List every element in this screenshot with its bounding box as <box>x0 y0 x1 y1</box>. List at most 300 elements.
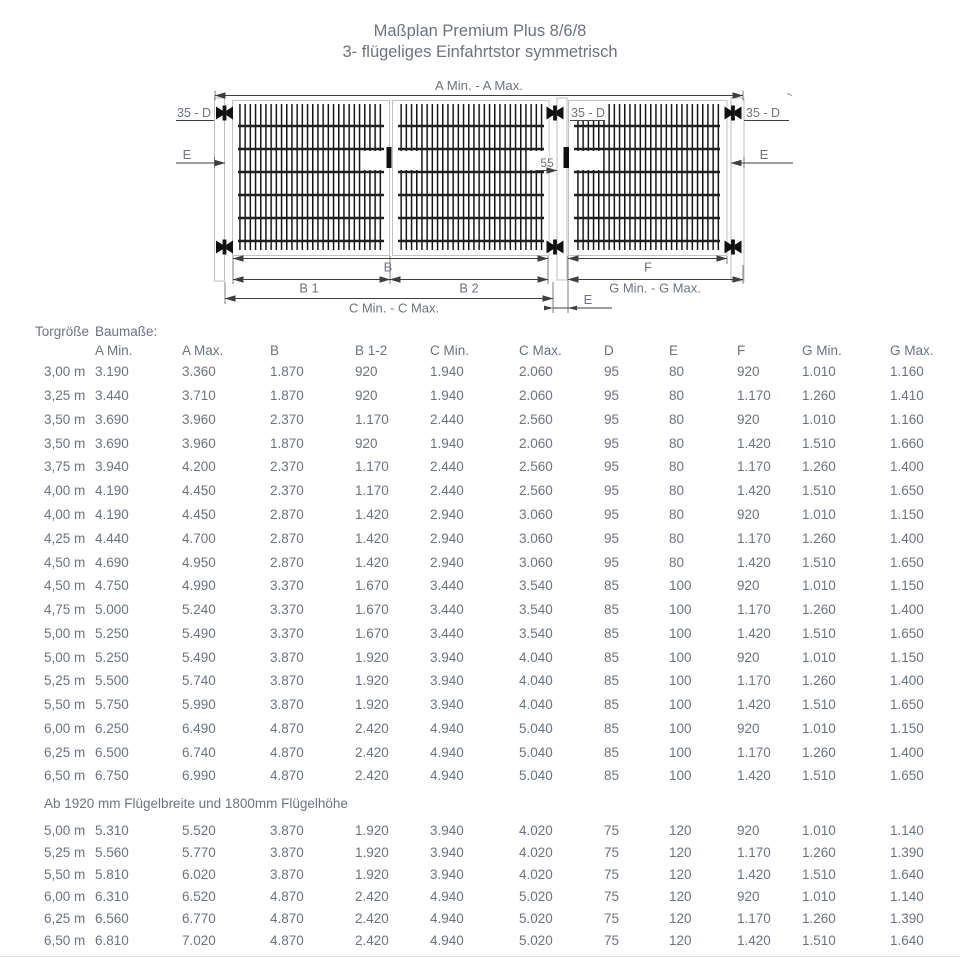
table-body <box>35 360 960 952</box>
cell: 3.940 <box>430 673 464 689</box>
cell: 95 <box>604 483 620 499</box>
cell: 6,00 m <box>44 889 86 905</box>
cell: 2.940 <box>430 554 464 570</box>
table-row <box>35 820 960 842</box>
cell: 4.020 <box>519 823 553 839</box>
cell: 1.920 <box>355 845 389 861</box>
cell: 1.670 <box>355 625 389 641</box>
cell: 1.140 <box>890 823 924 839</box>
dim-label-a: A Min. - A Max. <box>435 78 523 93</box>
cell: 3.190 <box>95 364 129 380</box>
size-table <box>0 322 960 952</box>
cell: 4.870 <box>270 889 304 905</box>
cell: 4.950 <box>182 554 216 570</box>
cell: 3.710 <box>182 388 216 404</box>
column-header: E <box>669 342 679 358</box>
cell: 5,25 m <box>44 845 86 861</box>
cell: 2.420 <box>355 768 389 784</box>
cell: 3.690 <box>95 411 129 427</box>
cell: 3.370 <box>270 578 304 594</box>
cell: 1.010 <box>802 649 836 665</box>
cell: 5.310 <box>95 823 129 839</box>
table-group-header <box>35 322 960 340</box>
cell: 100 <box>669 744 692 760</box>
cell: 3.940 <box>95 459 129 475</box>
cell: 1.170 <box>737 602 771 618</box>
dim-label-f: F <box>644 259 652 275</box>
cell: 4.940 <box>430 768 464 784</box>
gate-diagram <box>0 0 960 330</box>
cell: 120 <box>669 845 692 861</box>
cell: 1.010 <box>802 720 836 736</box>
cell: 3.060 <box>519 506 553 522</box>
cell: 3.940 <box>430 867 464 883</box>
column-header: A Max. <box>182 342 224 358</box>
cell: 1.920 <box>355 649 389 665</box>
table-row <box>35 621 960 645</box>
section-note: Ab 1920 mm Flügelbreite und 1800mm Flügelhöhe <box>44 795 348 811</box>
cell: 1.510 <box>802 867 836 883</box>
cell: 4.020 <box>519 845 553 861</box>
cell: 5,00 m <box>44 625 86 641</box>
cell: 1.260 <box>802 459 836 475</box>
cell: 1.010 <box>802 889 836 905</box>
cell: 1.260 <box>802 744 836 760</box>
cell: 4.990 <box>182 578 216 594</box>
cell: 2.370 <box>270 483 304 499</box>
column-header: C Max. <box>519 342 562 358</box>
cell: 1.400 <box>890 530 924 546</box>
cell: 5.020 <box>519 911 553 927</box>
dim-label-e-bottom: E <box>583 292 593 307</box>
cell: 4.940 <box>430 911 464 927</box>
cell: 5.990 <box>182 697 216 713</box>
table-row <box>35 598 960 622</box>
cell: 85 <box>604 768 620 784</box>
cell: 95 <box>604 530 620 546</box>
cell: 3.540 <box>519 602 553 618</box>
table-row <box>35 669 960 693</box>
cell: 100 <box>669 720 692 736</box>
cell: 2.370 <box>270 459 304 475</box>
column-header: B <box>270 342 280 358</box>
cell: 6.750 <box>95 768 129 784</box>
cell: 100 <box>669 673 692 689</box>
cell: 920 <box>737 578 760 594</box>
cell: 3.870 <box>270 649 304 665</box>
cell: 80 <box>669 483 685 499</box>
cell: 3.440 <box>430 602 464 618</box>
cell: 920 <box>737 364 760 380</box>
cell: 2.060 <box>519 388 553 404</box>
cell: 2.440 <box>430 459 464 475</box>
cell: 5.020 <box>519 933 553 949</box>
cell: 3,50 m <box>44 435 86 451</box>
cell: 85 <box>604 649 620 665</box>
cell: 1.170 <box>355 411 389 427</box>
cell: 1.010 <box>802 506 836 522</box>
dim-label-35d-left: 35 - D <box>177 106 212 120</box>
cell: 5.500 <box>95 673 129 689</box>
cell: 80 <box>669 506 685 522</box>
cell: 75 <box>604 889 620 905</box>
cell: 1.170 <box>737 459 771 475</box>
cell: 4.040 <box>519 649 553 665</box>
cell: 4.870 <box>270 744 304 760</box>
cell: 85 <box>604 744 620 760</box>
group-label: Baumaße: <box>95 323 158 339</box>
cell: 1.010 <box>802 364 836 380</box>
cell: 1.510 <box>802 435 836 451</box>
cell: 85 <box>604 578 620 594</box>
cell: 1.940 <box>430 388 464 404</box>
cell: 4.870 <box>270 911 304 927</box>
cell: 2.870 <box>270 530 304 546</box>
cell: 95 <box>604 364 620 380</box>
cell: 120 <box>669 823 692 839</box>
lock-bar-middle <box>387 147 392 168</box>
cell: 1.670 <box>355 578 389 594</box>
cell: 2.060 <box>519 435 553 451</box>
cell: 1.160 <box>890 364 924 380</box>
cell: 2.940 <box>430 530 464 546</box>
cell: 1.420 <box>737 625 771 641</box>
cell: 3,50 m <box>44 411 86 427</box>
cell: 1.650 <box>890 625 924 641</box>
cell: 80 <box>669 388 685 404</box>
table-row <box>35 384 960 408</box>
cell: 4.700 <box>182 530 216 546</box>
cell: 5.560 <box>95 845 129 861</box>
cell: 2.440 <box>430 483 464 499</box>
cell: 1.940 <box>430 364 464 380</box>
cell: 4.750 <box>95 578 129 594</box>
arrow <box>544 306 553 311</box>
cell: 1.010 <box>802 578 836 594</box>
cell: 4,50 m <box>44 578 86 594</box>
title-line2: 3- flügeliges Einfahrtstor symmetrisch <box>342 43 618 61</box>
cell: 6,50 m <box>44 933 86 949</box>
cell: 1.010 <box>802 823 836 839</box>
cell: 5.750 <box>95 697 129 713</box>
cell: 1.400 <box>890 673 924 689</box>
cell: 1.640 <box>890 867 924 883</box>
dim-label-g: G Min. - G Max. <box>609 280 701 296</box>
table-row <box>35 360 960 384</box>
cell: 95 <box>604 411 620 427</box>
cell: 1.510 <box>802 554 836 570</box>
cell: 1.420 <box>737 867 771 883</box>
cell: 1.420 <box>737 768 771 784</box>
cell: 4.190 <box>95 483 129 499</box>
cell: 4,25 m <box>44 530 86 546</box>
post-middle <box>557 98 567 280</box>
dim-label-35d-mid: 35 - D <box>571 106 606 120</box>
cell: 5.000 <box>95 602 129 618</box>
cell: 1.260 <box>802 530 836 546</box>
cell: 1.160 <box>890 411 924 427</box>
cell: 80 <box>669 411 685 427</box>
cell: 4.690 <box>95 554 129 570</box>
cell: 3.940 <box>430 697 464 713</box>
cell: 100 <box>669 625 692 641</box>
cell: 5.250 <box>95 649 129 665</box>
cell: 920 <box>355 435 378 451</box>
stray-mark <box>787 94 792 96</box>
cell: 1.150 <box>890 649 924 665</box>
cell: 75 <box>604 823 620 839</box>
cell: 1.420 <box>737 483 771 499</box>
cell: 1.510 <box>802 697 836 713</box>
cell: 4.940 <box>430 720 464 736</box>
cell: 85 <box>604 602 620 618</box>
cell: 920 <box>737 889 760 905</box>
cell: 5.040 <box>519 768 553 784</box>
cell: 2.870 <box>270 554 304 570</box>
cell: 2.560 <box>519 411 553 427</box>
cell: 5,00 m <box>44 649 86 665</box>
dim-label-55: 55 <box>540 156 554 170</box>
cell: 1.420 <box>737 435 771 451</box>
cell: 1.870 <box>270 388 304 404</box>
cell: 95 <box>604 459 620 475</box>
cell: 6.020 <box>182 867 216 883</box>
gate-leaf-2 <box>393 101 550 256</box>
cell: 3.540 <box>519 625 553 641</box>
cell: 3.870 <box>270 823 304 839</box>
cell: 1.170 <box>355 459 389 475</box>
table-row <box>35 645 960 669</box>
cell: 95 <box>604 554 620 570</box>
cell: 920 <box>737 506 760 522</box>
table-row <box>35 693 960 717</box>
gate-leaf-1 <box>233 101 390 256</box>
cell: 3.870 <box>270 845 304 861</box>
cell: 1.920 <box>355 697 389 713</box>
dim-label-e-right: E <box>759 147 769 162</box>
cell: 120 <box>669 889 692 905</box>
cell: 5.520 <box>182 823 216 839</box>
cell: 1.650 <box>890 697 924 713</box>
gate-leaf-3 <box>569 101 728 256</box>
cell: 920 <box>737 823 760 839</box>
cell: 80 <box>669 435 685 451</box>
cell: 4.440 <box>95 530 129 546</box>
cell: 1.390 <box>890 845 924 861</box>
dim-label-b1: B 1 <box>299 280 319 296</box>
bottom-divider <box>0 956 960 957</box>
table-row <box>35 503 960 527</box>
cell: 3.940 <box>430 845 464 861</box>
cell: 920 <box>737 720 760 736</box>
cell: 3.370 <box>270 602 304 618</box>
cell: 1.390 <box>890 911 924 927</box>
cell: 1.920 <box>355 673 389 689</box>
cell: 5.490 <box>182 649 216 665</box>
table-row <box>35 479 960 503</box>
cell: 4.870 <box>270 933 304 949</box>
cell: 5,50 m <box>44 867 86 883</box>
cell: 7.020 <box>182 933 216 949</box>
cell: 4.450 <box>182 506 216 522</box>
dim-label-c: C Min. - C Max. <box>348 300 440 316</box>
cell: 1.420 <box>355 530 389 546</box>
cell: 2.870 <box>270 506 304 522</box>
cell: 4,50 m <box>44 554 86 570</box>
cell: 920 <box>355 388 378 404</box>
cell: 1.420 <box>737 933 771 949</box>
cell: 4,75 m <box>44 602 86 618</box>
cell: 85 <box>604 625 620 641</box>
cell: 1.420 <box>355 554 389 570</box>
dim-label-35d-right: 35 - D <box>746 106 781 120</box>
table-row <box>35 574 960 598</box>
cell: 5.490 <box>182 625 216 641</box>
cell: 2.370 <box>270 411 304 427</box>
table-row <box>35 716 960 740</box>
cell: 1.260 <box>802 673 836 689</box>
cell: 75 <box>604 933 620 949</box>
cell: 1.400 <box>890 744 924 760</box>
column-header: G Min. <box>802 342 842 358</box>
cell: 6.770 <box>182 911 216 927</box>
cell: 3.940 <box>430 823 464 839</box>
cell: 3.440 <box>430 578 464 594</box>
cell: 3.960 <box>182 435 216 451</box>
cell: 4.040 <box>519 673 553 689</box>
table-row <box>35 526 960 550</box>
cell: 1.170 <box>737 911 771 927</box>
cell: 3.960 <box>182 411 216 427</box>
cell: 920 <box>355 364 378 380</box>
cell: 1.170 <box>737 673 771 689</box>
cell: 1.420 <box>737 554 771 570</box>
cell: 3.690 <box>95 435 129 451</box>
cell: 1.640 <box>890 933 924 949</box>
cell: 3.440 <box>430 625 464 641</box>
cell: 4.450 <box>182 483 216 499</box>
cell: 6.500 <box>95 744 129 760</box>
cell: 1.420 <box>355 506 389 522</box>
cell: 80 <box>669 364 685 380</box>
table-row <box>35 842 960 864</box>
cell: 2.420 <box>355 911 389 927</box>
cell: 5.810 <box>95 867 129 883</box>
cell: 75 <box>604 845 620 861</box>
table-row <box>35 740 960 764</box>
cell: 5.040 <box>519 744 553 760</box>
table-row <box>35 431 960 455</box>
cell: 1.400 <box>890 602 924 618</box>
cell: 2.420 <box>355 720 389 736</box>
cell: 1.650 <box>890 768 924 784</box>
cell: 1.260 <box>802 911 836 927</box>
column-header: D <box>604 342 614 358</box>
cell: 120 <box>669 933 692 949</box>
column-header: F <box>737 342 746 358</box>
cell: 2.420 <box>355 744 389 760</box>
cell: 6.520 <box>182 889 216 905</box>
cell: 3.870 <box>270 867 304 883</box>
cell: 100 <box>669 578 692 594</box>
dim-label-b2: B 2 <box>459 280 479 296</box>
cell: 1.870 <box>270 364 304 380</box>
corner-label: Torgröße <box>35 323 90 339</box>
cell: 3.870 <box>270 697 304 713</box>
cell: 2.060 <box>519 364 553 380</box>
cell: 6.310 <box>95 889 129 905</box>
cell: 6,50 m <box>44 768 86 784</box>
cell: 4.870 <box>270 720 304 736</box>
cell: 80 <box>669 530 685 546</box>
cell: 4.020 <box>519 867 553 883</box>
cell: 6.810 <box>95 933 129 949</box>
cell: 3.360 <box>182 364 216 380</box>
cell: 80 <box>669 554 685 570</box>
table-header-row <box>35 340 960 360</box>
cell: 6,25 m <box>44 744 86 760</box>
cell: 1.870 <box>270 435 304 451</box>
cell: 1.510 <box>802 933 836 949</box>
cell: 2.560 <box>519 459 553 475</box>
cell: 1.170 <box>737 744 771 760</box>
cell: 4,00 m <box>44 506 86 522</box>
table-row <box>35 455 960 479</box>
title-line1: Maßplan Premium Plus 8/6/8 <box>373 22 587 40</box>
cell: 5,50 m <box>44 697 86 713</box>
cell: 5.020 <box>519 889 553 905</box>
cell: 1.170 <box>737 530 771 546</box>
cell: 3,00 m <box>44 364 86 380</box>
table-row <box>35 550 960 574</box>
cell: 6.490 <box>182 720 216 736</box>
cell: 6.250 <box>95 720 129 736</box>
cell: 95 <box>604 435 620 451</box>
cell: 3,25 m <box>44 388 86 404</box>
cell: 2.420 <box>355 933 389 949</box>
cell: 3.940 <box>430 649 464 665</box>
cell: 5.040 <box>519 720 553 736</box>
cell: 3,75 m <box>44 459 86 475</box>
cell: 120 <box>669 867 692 883</box>
cell: 1.510 <box>802 483 836 499</box>
cell: 4.940 <box>430 744 464 760</box>
cell: 120 <box>669 911 692 927</box>
cell: 2.560 <box>519 483 553 499</box>
cell: 2.940 <box>430 506 464 522</box>
cell: 3.370 <box>270 625 304 641</box>
cell: 1.420 <box>737 697 771 713</box>
dim-label-e-left: E <box>182 147 192 162</box>
cell: 6.740 <box>182 744 216 760</box>
cell: 5,25 m <box>44 673 86 689</box>
cell: 1.260 <box>802 388 836 404</box>
cell: 4.190 <box>95 506 129 522</box>
cell: 85 <box>604 720 620 736</box>
table-row <box>35 886 960 908</box>
cell: 85 <box>604 697 620 713</box>
cell: 1.400 <box>890 459 924 475</box>
cell: 1.940 <box>430 435 464 451</box>
cell: 4.870 <box>270 768 304 784</box>
cell: 80 <box>669 459 685 475</box>
table-row <box>35 864 960 886</box>
cell: 1.920 <box>355 823 389 839</box>
cell: 2.420 <box>355 889 389 905</box>
cell: 100 <box>669 768 692 784</box>
table-row <box>35 764 960 788</box>
cell: 1.010 <box>802 411 836 427</box>
